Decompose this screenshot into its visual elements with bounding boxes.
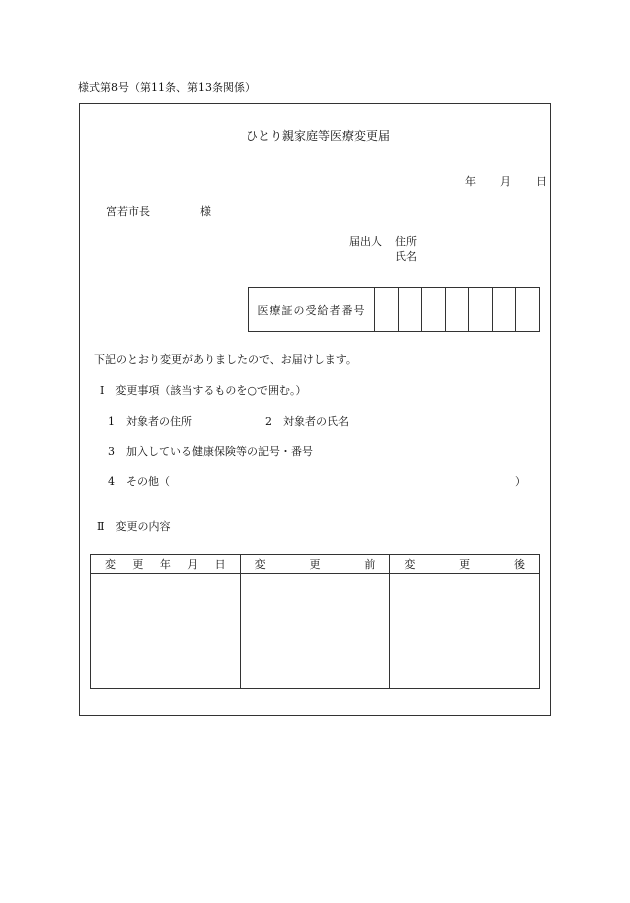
change-item-2: 2 対象者の氏名 (265, 415, 349, 428)
recipient-number-table (248, 287, 540, 332)
addressee-name: 宮若市長 (106, 205, 150, 218)
recipient-number-box[interactable] (398, 288, 422, 332)
recipient-number-label: 医療証の受給者番号 (249, 288, 375, 332)
form-number: 様式第8号（第11条、第13条関係） (78, 81, 256, 94)
date-year: 年 (465, 175, 476, 188)
change-content-table (90, 554, 540, 689)
addressee-honorific: 様 (200, 205, 211, 218)
change-item-4-close: ） (515, 475, 526, 488)
applicant-label: 届出人 (349, 235, 382, 248)
section2-heading: Ⅱ 変更の内容 (97, 520, 171, 533)
date-month: 月 (500, 175, 511, 188)
recipient-number-box[interactable] (492, 288, 516, 332)
date-day: 日 (536, 175, 547, 188)
change-after-header: 変 更 後 (390, 555, 540, 574)
change-item-1: 1 対象者の住所 (108, 415, 192, 428)
section1-heading: Ⅰ 変更事項（該当するものを○で囲む。） (100, 384, 307, 397)
change-before-cell[interactable] (240, 574, 390, 689)
recipient-number-box[interactable] (422, 288, 446, 332)
applicant-name-label: 氏名 (395, 250, 417, 263)
recipient-number-box[interactable] (516, 288, 540, 332)
change-item-3: 3 加入している健康保険等の記号・番号 (108, 445, 313, 458)
change-item-4: 4 その他（ (108, 475, 170, 488)
change-date-header: 変 更 年 月 日 (91, 555, 241, 574)
intro-text: 下記のとおり変更がありましたので、お届けします。 (94, 353, 357, 366)
change-date-cell[interactable] (91, 574, 241, 689)
recipient-number-box[interactable] (469, 288, 493, 332)
form-title: ひとり親家庭等医療変更届 (246, 129, 391, 143)
recipient-number-box[interactable] (445, 288, 469, 332)
recipient-number-box[interactable] (375, 288, 399, 332)
applicant-address-label: 住所 (395, 235, 417, 248)
change-after-cell[interactable] (390, 574, 540, 689)
change-before-header: 変 更 前 (240, 555, 390, 574)
